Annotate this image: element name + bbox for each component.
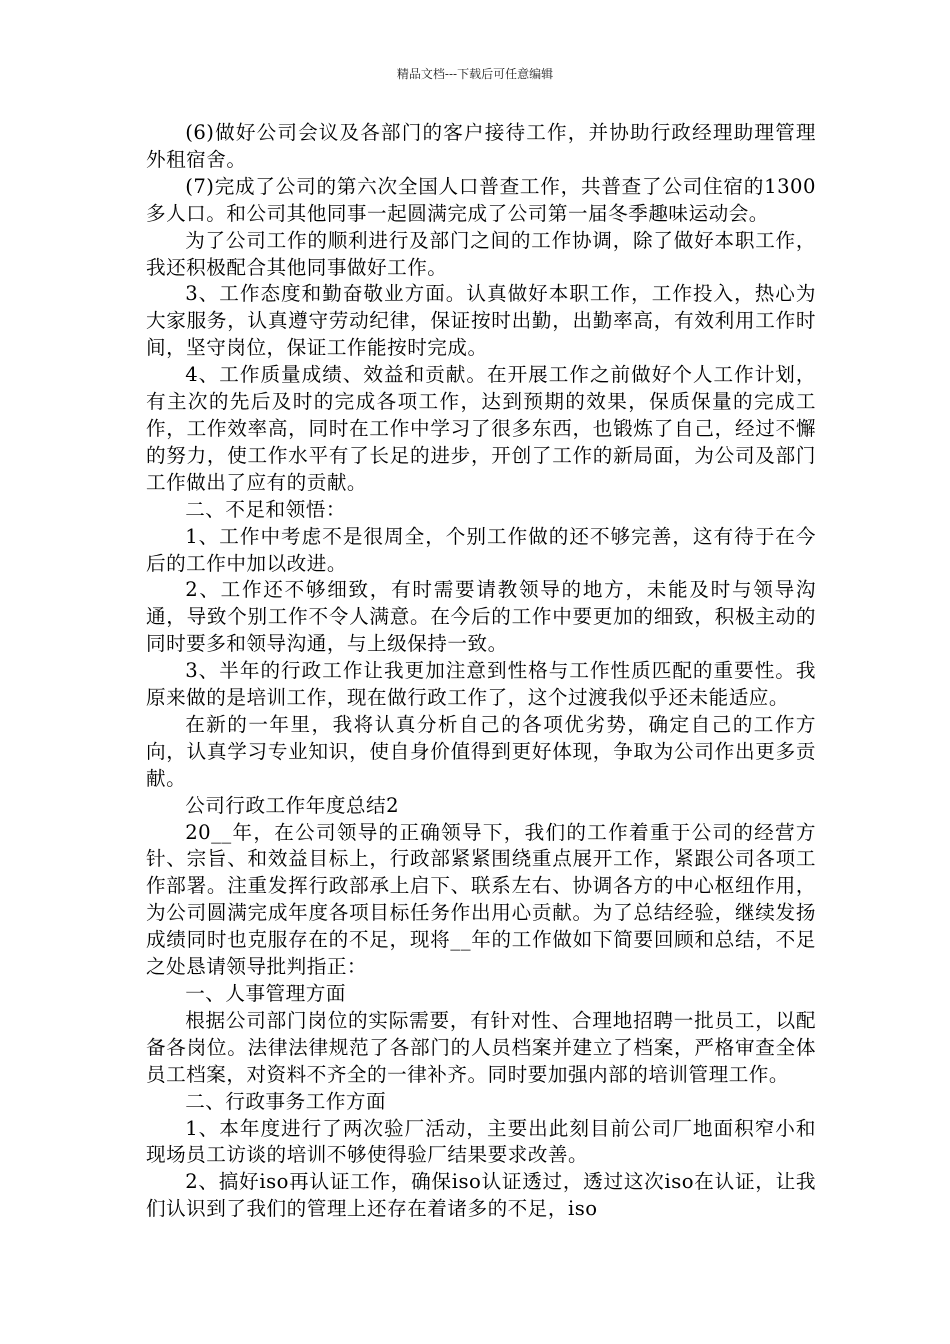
paragraph-shortcoming-2: 2、工作还不够细致，有时需要请教领导的地方，未能及时与领导沟通，导致个别工作不令人满意。在今后的工作中要更加的细致，积极主动的同时要多和领导沟通，与上级保持一致。 <box>146 578 816 656</box>
paragraph-work-quality: 4、工作质量成绩、效益和贡献。在开展工作之前做好个人工作计划，有主次的先后及时的完成各项工作，达到预期的效果，保质保量的完成工作，工作效率高，同时在工作中学习了很多东西，也锻炼了自己，经过不懈的努力，使工作水平有了长足的进步，开创了工作的新局面，为公司及部门工作做出了应有的贡献。 <box>146 363 816 494</box>
section-heading-hr: 一、人事管理方面 <box>185 982 346 1005</box>
document-section-title: 公司行政工作年度总结2 <box>185 793 400 817</box>
paragraph-hr-management: 根据公司部门岗位的实际需要，有针对性、合理地招聘一批员工，以配备各岗位。法律法律规范了各部门的人员档案并建立了档案，严格审查全体员工档案，对资料不齐全的一律补齐。同时要加强内部的培训管理工作。 <box>146 1008 816 1086</box>
paragraph-shortcoming-1: 1、工作中考虑不是很周全，个别工作做的还不够完善，这有待于在今后的工作中加以改进。 <box>146 524 816 575</box>
paragraph-annual-intro: 20__年，在公司领导的正确领导下，我们的工作着重于公司的经营方针、宗旨、和效益目标上，行政部紧紧围绕重点展开工作，紧跟公司各项工作部署。注重发挥行政部承上启下、联系左右、协调各方的中心枢纽作用，为公司圆满完成年度各项目标任务作出用心贡献。为了总结经验，继续发扬成绩同时也克服存在的不足，现将__年的工作做如下简要回顾和总结，不足之处恳请领导批判指正： <box>146 820 816 979</box>
paragraph-factory-audit: 1、本年度进行了两次验厂活动，主要出此刻目前公司厂地面积窄小和现场员工访谈的培训不够使得验厂结果要求改善。 <box>146 1116 816 1167</box>
paragraph-shortcoming-3: 3、半年的行政工作让我更加注意到性格与工作性质匹配的重要性。我原来做的是培训工作，现在做行政工作了，这个过渡我似乎还未能适应。 <box>146 659 816 710</box>
paragraph-coordination: 为了公司工作的顺利进行及部门之间的工作协调，除了做好本职工作，我还积极配合其他同事做好工作。 <box>146 228 816 279</box>
document-body <box>146 120 816 1223</box>
paragraph-work-attitude: 3、工作态度和勤奋敬业方面。认真做好本职工作，工作投入，热心为大家服务，认真遵守劳动纪律，保证按时出勤，出勤率高，有效利用工作时间，坚守岗位，保证工作能按时完成。 <box>146 282 816 360</box>
paragraph-item-7: (7)完成了公司的第六次全国人口普查工作，共普查了公司住宿的1300多人口。和公司其他同事一起圆满完成了公司第一届冬季趣味运动会。 <box>146 174 816 225</box>
paragraph-item-6: (6)做好公司会议及各部门的客户接待工作，并协助行政经理助理管理外租宿舍。 <box>146 121 816 171</box>
paragraph-iso-certification: 2、搞好iso再认证工作，确保iso认证透过，透过这次iso在认证，让我们认识到了我们的管理上还存在着诸多的不足，iso <box>146 1170 816 1221</box>
section-heading-shortcomings: 二、不足和领悟： <box>185 497 346 521</box>
paragraph-new-year-plan: 在新的一年里，我将认真分析自己的各项优劣势，确定自己的工作方向，认真学习专业知识，使自身价值得到更好体现，争取为公司作出更多贡献。 <box>146 712 816 790</box>
document-header: 精品文档---下载后可任意编辑 <box>396 67 554 81</box>
section-heading-admin-affairs: 二、行政事务工作方面 <box>185 1089 387 1113</box>
